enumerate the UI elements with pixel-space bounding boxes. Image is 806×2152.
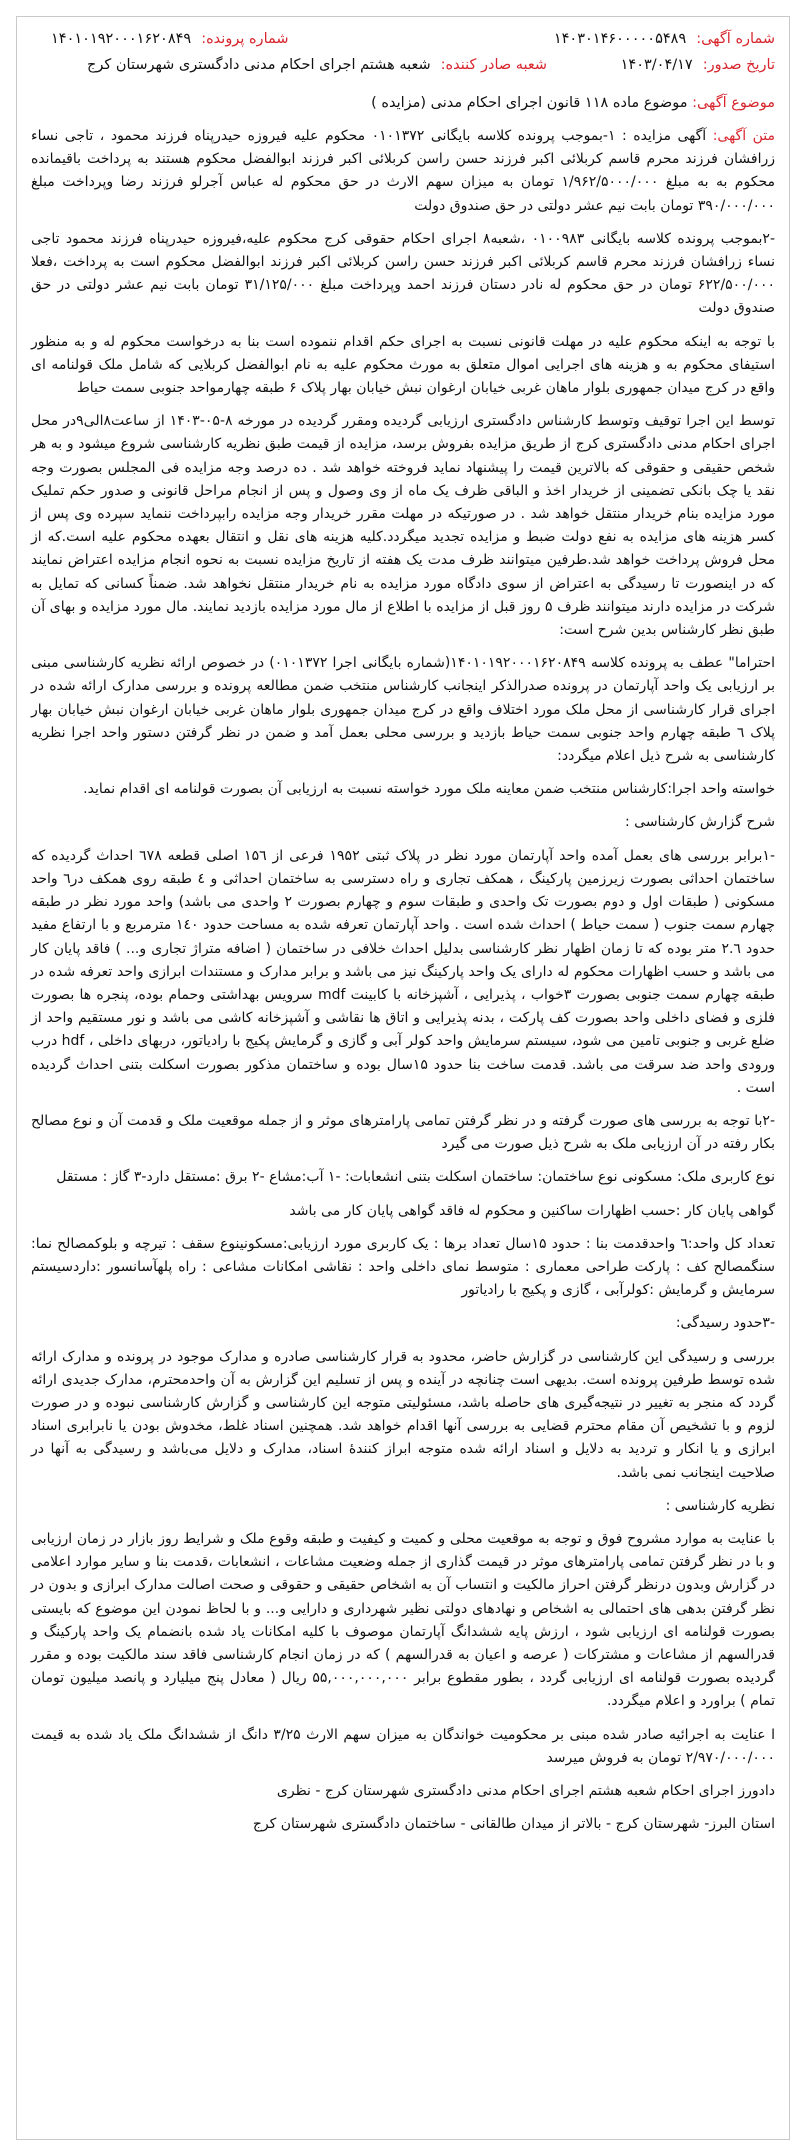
body-paragraph-11: گواهی پایان کار :حسب اظهارات ساکنین و محکوم له فاقد گواهی پایان کار می باشد [289, 1202, 775, 1219]
file-number [51, 27, 289, 51]
body-paragraph-2: -۲بموجب پرونده کلاسه بایگانی ۰۱۰۰۹۸۳ ،شعبه۸ اجرای احکام حقوقی کرج محکوم علیه،فیروزه حیدرپناه فرزند محمود تاجی نساء زرافشان فرزند محرم قاسم کربلائی اکبر فرزند حسن راسن کربلائی اکبر فرزند ابوالفضل محکوم است به پرداخت ،فعلا ۶۲۲/۵۰۰/۰۰۰ تومان در حق محکوم له نادر دستان فرزند احمد وپرداخت مبلغ ۳۱/۱۲۵/۰۰۰ تومان بابت نیم عشر دولتی در حق صندوق دولت [31, 230, 775, 317]
body-paragraph-15: نظریه کارشناسی : [665, 1497, 775, 1514]
body-paragraph-9: -۲با توجه به بررسی های صورت گرفته و در نظر گرفتن تمامی پارامترهای موثر و از جمله موقعیت ملک و قدمت آن و نوع مصالح بکار رفته در آن ارزیابی ملک به شرح ذیل صورت می گیرد [31, 1112, 775, 1153]
issuing-branch-value: شعبه هشتم اجرای احکام مدنی دادگستری شهرستان کرج [87, 57, 431, 73]
body-paragraph-14: بررسی و رسیدگی این کارشناسی در گزارش حاضر، محدود به قرار کارشناسی صادره و مدارک موجود در پرونده و مدارک ارائه شده توسط طرفین پرونده است. بدیهی است چنانچه در آینده و پس از تسلیم این گزارش به آن واحدمحترم، مدارک جدیدی ارائه گردد که منجر به تغییر در نتیجه‌گیری های حاصله باشد، مسئولیتی متوجه این کارشناسی و گزارش کارشناسی نبوده و در صورت لزوم و با تشخیص آن مقام محترم قضایی به بررسی آنها اقدام خواهد شد. همچنین اسناد غلط، مخدوش بودن یا نابرابری اسناد ابرازی و یا انکار و تردید به دلایل و اسناد ارائه شده متوجه ابراز کنندۀ اسناد، مدارک و دلایل می‌باشد و رسیدگی به آنها در صلاحیت اینجانب نمی باشد. [31, 1348, 775, 1481]
file-number-value: ۱۴۰۱۰۱۹۲۰۰۰۱۶۲۰۸۴۹ [51, 31, 192, 47]
body-paragraph-19: استان البرز- شهرستان کرج - بالاتر از میدان طالقانی - ساختمان دادگستری شهرستان کرج [252, 1816, 775, 1833]
subject-label: موضوع آگهی: [692, 95, 775, 111]
notice-frame [16, 16, 790, 2140]
issuing-branch [87, 53, 547, 77]
body-paragraph-13: -۳حدود رسیدگی: [675, 1315, 775, 1332]
body-paragraph-5: احتراما" عطف به پرونده کلاسه ۱۴۰۱۰۱۹۲۰۰۰۱۶۲۰۸۴۹(شماره بایگانی اجرا ۰۱۰۱۳۷۲) در خصوص ارائه نظریه کارشناسی مبنی بر ارزیابی یک واحد آپارتمان در پرونده صدرالذکر اینجانب کارشناس منتخب ضمن مطالعه پرونده و بررسی مدارک ارائه شده در اجرای قرار کارشناسی از محل ملک مورد اختلاف واقع در کرج میدان جمهوری بلوار ماهان غربی خیابان ارغوان نبش خیابان بهار پلاک ٦ طبقه چهارم واحد جنوبی سمت حیاط بازدید و بررسی محلی بعمل آمد و ضمن در نظر گرفتن دستور واحد اجرا نظریه کارشناسی به شرح ذیل اعلام میگردد: [31, 655, 775, 765]
body-paragraph-8: -۱برابر بررسی های بعمل آمده واحد آپارتمان مورد نظر در پلاک ثبتی ۱۹۵۲ فرعی از ۱۵٦ اصلی قطعه ٦٧٨ احداث گردیده که ساختمان احداثی بصورت زیرزمین پارکینگ ، همکف تجاری و راه دسترسی به ساختمان احداثی و ٤ طبقه روی همکف در٦ واحد مسکونی ( طبقات اول و دوم بصورت تک واحدی و طبقات سوم و چهارم بصورت ۲ واحدی می باشد) واحد مورد نظر در طبقه چهارم سمت جنوب ( سمت حیاط ) احداث شده است . واحد آپارتمان تعرفه شده به مساحت حدود ۱٤۰ مترمربع و با ارتفاع مفید حدود ۲.٦ متر بوده که تا زمان اظهار نظر کارشناسی بدلیل احداث خلافی در ساختمان ( اضافه متراژ تجاری و... ) فاقد پایان کار می باشد و حسب اظهارات محکوم له دارای یک واحد پارکینگ نیز می باشد و برابر مدارک و مستندات ابرازی واحد تعرفه شده در طبقه چهارم سمت جنوبی بصورت ۳خواب ، پذیرایی ، آشپزخانه با کابینت mdf سرویس بهداشتی وحمام بوده، پنجره ها بصورت فلزی و فضای داخلی واحد بصورت کف پارکت ، بدنه پذیرایی و اتاق ها نقاشی و آشپزخانه کاشی می باشد و نور مستقیم واحد از ضلع غربی و جنوبی تامین می شود، سیستم سرمایش واحد کولر آبی و گازی و گرمایش پکیج با رادیاتور، دربهای داخلی ، hdf درب ورودی واحد ضد سرقت می باشد. قدمت ساخت بنا حدود ۱۵سال بوده و ساختمان مذکور بصورت اسکلت بتنی احداث گردیده است . [31, 847, 776, 1096]
header-row-1 [31, 27, 775, 51]
header-row-2 [31, 53, 775, 77]
issue-date-label: تاریخ صدور: [702, 57, 775, 73]
issue-date [621, 53, 775, 77]
body-paragraph-12: تعداد کل واحد:٦ واحدقدمت بنا : حدود ۱۵سال تعداد برها : یک کاربری مورد ارزیابی:مسکونینوع سقف : تیرچه و بلوکمصالح نما: سنگمصالح کف : پارکت طراحی معماری : متوسط نمای داخلی واحد : نقاشی امکانات مشاعی : راه پلهآسانسور :داردسیستم سرمایش و گرمایش :کولرآبی ، گازی و پکیج با رادیاتور [31, 1235, 775, 1299]
subject-text: موضوع ماده ۱۱۸ قانون اجرای احکام مدنی (مزایده ) [371, 95, 688, 111]
ad-number [554, 27, 775, 51]
notice-body [31, 125, 775, 1836]
body-paragraph-1 [31, 125, 775, 218]
file-number-label: شماره پرونده: [201, 31, 289, 47]
body-paragraph-7: شرح گزارش کارشناسی : [624, 814, 775, 831]
notice-subject [31, 91, 775, 115]
body-label: متن آگهی: [712, 128, 776, 144]
body-paragraph-10: نوع کاربری ملک: مسکونی نوع ساختمان: ساختمان اسکلت بتنی انشعابات: -۱ آب:مشاع -۲ برق :مستقل دارد-۳ گاز : مستقل [56, 1169, 775, 1186]
issuing-branch-label: شعبه صادر کننده: [440, 57, 548, 73]
ad-number-label: شماره آگهی: [696, 31, 775, 47]
body-paragraph-4: توسط این اجرا توقیف وتوسط کارشناس دادگستری ارزیابی گردیده ومقرر گردیده در مورخه ۸-۰۵-۱۴۰۳ از ساعت۸الی۹در محل اجرای احکام مدنی دادگستری کرج از طریق مزایده بفروش برسد، مزایده از قیمت طبق نظریه کارشناسی شروع میشود و به هر شخص حقیقی و حقوقی که بالاترین قیمت را پیشنهاد نماید فروخته خواهد شد . ده درصد وجه مزایده فی المجلس بصورت وجه نقد یا چک بانکی تضمینی از خریدار اخذ و الباقی ظرف یک ماه از وی وصول و پس از انجام مراحل قانونی و صدور حکم تملیک مورد مزایده بنام خریدار منتقل خواهد شد . در صورتیکه در مهلت مقرر خریدار وجه مزایده رابپرداخت ننماید سپرده وی پس از کسر هزینه های مزایده به نفع دولت ضبط و مزایده تجدید میگردد.کلیه هزینه های نقل و انتقال بعهده محکوم علیه است.که از محل فروش پرداخت خواهد شد.طرفین میتوانند ظرف مدت یک هفته از تاریخ مزایده نسبت به نحوه انجام مزایده اعتراض نمایند که در اینصورت تا رسیدگی به اعتراض از سوی دادگاه مورد مزایده به نام خریدار منتقل نخواهد شد. ضمناً کسانی که تمایل به شرکت در مزایده دارند میتوانند ظرف ۵ روز قبل از مزایده با اطلاع از مال مورد مزایده بازدید نمایند. مال مورد مزایده و بهای آن طبق نظر کارشناس بدین شرح است: [31, 413, 775, 639]
body-paragraph-17: ا عنایت به اجرائیه صادر شده مبنی بر محکومیت خواندگان به میزان سهم الارث ۳/۲۵ دانگ از ششدانگ ملک یاد شده به قیمت ۲/۹۷۰/۰۰۰/۰۰۰ تومان به فروش میرسد [31, 1726, 775, 1766]
body-paragraph-16: با عنایت به موارد مشروح فوق و توجه به موقعیت محلی و کمیت و کیفیت و طبقه وقوع ملک و شرایط روز بازار در زمان ارزیابی و با در نظر گرفتن تمامی پارامترهای موثر در قیمت گذاری از جمله وضعیت مشاعات ، انشعابات ،قدمت بنا و سایر موارد اعلامی در گزارش وبدون درنظر گرفتن احراز مالکیت و انتساب آن به اشخاص حقیقی و حقوقی و صحت اصالت مدارک ابرازی و بدون در نظر گرفتن بدهی های احتمالی به اشخاص و نهادهای دولتی نظیر شهرداری و دارایی و... و با لحاظ نمودن این موضوع که بایستی بصورت قولنامه ای ارزیابی شود ، ارزش پایه ششدانگ آپارتمان موصوف با کلیه امکانات یاد شده بانضمام یک واحد پارکینگ و قدرالسهم از مشاعات و مشترکات ( عرصه و اعیان به قدرالسهم ) که در زمان انجام کارشناسی فاقد سند مالکیت بوده و مقرر گردیده بصورت قولنامه ای ارزیابی گردد ، بطور مقطوع برابر ۵۵,۰۰۰,۰۰۰,۰۰۰ ریال ( معادل پنج میلیارد و پانصد میلیون تومان تمام ) براورد و اعلام میگردد. [31, 1530, 776, 1710]
issue-date-value: ۱۴۰۳/۰۴/۱۷ [620, 57, 693, 73]
body-text-1: آگهی مزایده : ۱-بموجب پرونده کلاسه بایگانی ۰۱۰۱۳۷۲ محکوم علیه فیروزه حیدرپناه فرزند محمود ، تاجی نساء زرافشان فرزند محرم قاسم کربلائی اکبر فرزند حسن راسن کربلائی اکبر فرزند ابوالفضل محکوم هستند به پرداخت باقیمانده محکوم به به مبلغ ۱/۹۶۲/۵۰۰۰/۰۰۰ تومان به میزان سهم الارث در حق محکوم له عباس آجرلو فرزند رضا وپرداخت مبلغ ۳۹۰/۰۰۰/۰۰۰ تومان بابت نیم عشر دولتی در حق صندوق دولت [31, 128, 775, 214]
body-paragraph-6: خواسته واحد اجرا:کارشناس منتخب ضمن معاینه ملک مورد خواسته نسبت به ارزیابی آن بصورت قولنامه ای اقدام نماید. [83, 781, 775, 798]
body-paragraph-18: دادورز اجرای احکام شعبه هشتم اجرای احکام مدنی دادگستری شهرستان کرج - نظری [276, 1783, 775, 1799]
body-paragraph-3: با توجه به اینکه محکوم علیه در مهلت قانونی نسبت به اجرای حکم اقدام ننموده است بنا به درخواست محکوم له و به منظور استیفای محکوم به و هزینه های اجرایی اموال متعلق به مورث محکوم علیه به نام ابوالفضل کربلایی که شامل ملک قولنامه ای واقع در کرج میدان جمهوری بلوار ماهان غربی خیابان ارغوان نبش خیابان بهار پلاک ۶ طبقه چهارمواحد جنوبی سمت حیاط [31, 333, 775, 397]
ad-number-value: ۱۴۰۳۰۱۴۶۰۰۰۰۰۵۴۸۹ [553, 31, 687, 47]
